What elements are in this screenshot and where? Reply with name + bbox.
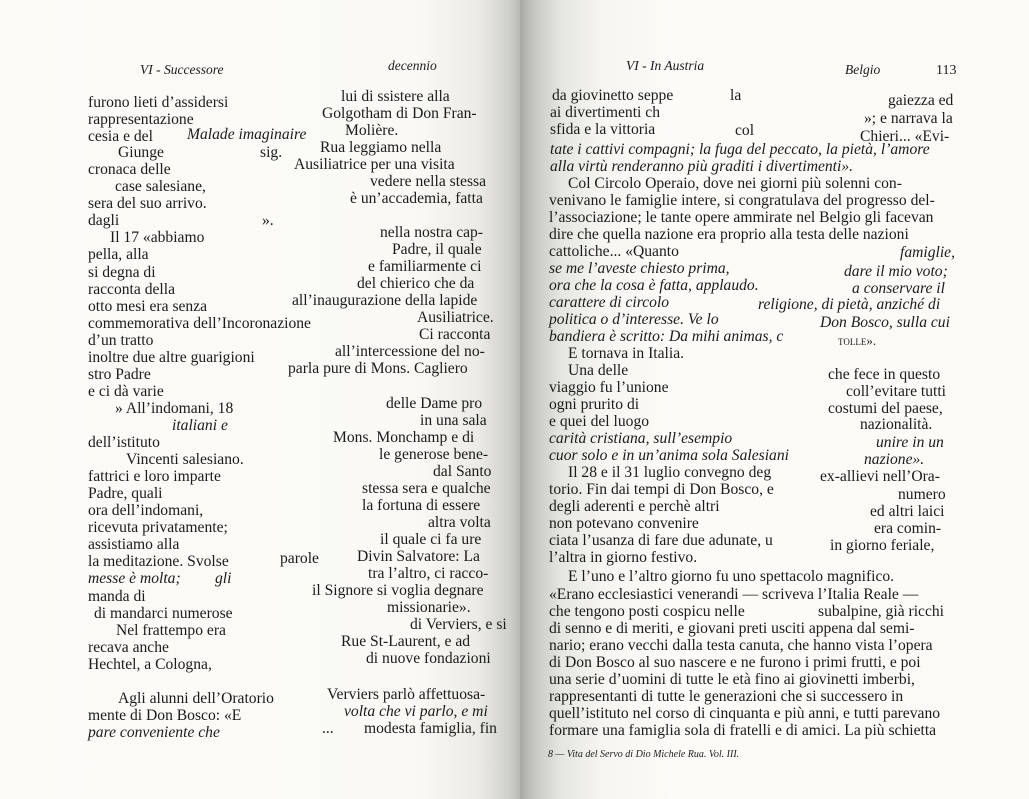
text-line: carattere di circolo xyxy=(549,294,670,311)
text-line: delle Dame pro xyxy=(386,395,483,412)
text-line: assistiamo alla xyxy=(88,536,180,553)
text-line: rappresentazione xyxy=(88,111,194,128)
text-line: d’un tratto xyxy=(88,332,154,349)
text-line: a conservare il xyxy=(852,280,945,297)
text-line: sera del suo arrivo. xyxy=(88,195,207,212)
text-line: numero xyxy=(898,486,946,503)
text-line: che tengono posti cospicu nelle xyxy=(549,603,745,620)
text-line: Divin Salvatore: La xyxy=(357,548,480,565)
text-line: furono lieti d’assidersi xyxy=(88,94,229,111)
text-fragment: Malade imaginaire xyxy=(187,126,307,143)
text-line: Padre, il quale xyxy=(392,241,482,258)
running-head-center: decennio xyxy=(388,58,437,73)
running-head-right: Belgio xyxy=(845,62,881,77)
text-line: tra l’altro, ci racco- xyxy=(368,565,489,582)
text-line: nella nostra cap- xyxy=(380,224,484,241)
text-line: religione, di pietà, anziché di xyxy=(758,296,941,313)
text-line: all’intercessione del no- xyxy=(335,343,485,360)
text-line: Ausiliatrice per una visita xyxy=(294,156,455,173)
text-line: nario; erano vecchi dalla testa canuta, che hanno vista l’opera xyxy=(549,637,933,654)
text-line: il Signore si voglia degnare xyxy=(312,582,484,599)
text-line: degli aderenti e perchè altri xyxy=(549,498,720,515)
text-line: ogni prurito di xyxy=(549,396,640,413)
text-line: di senno e di meriti, e giovani preti usciti appena dal semi- xyxy=(549,620,915,637)
text-fragment: sig. xyxy=(260,144,283,161)
text-line: recava anche xyxy=(88,639,169,656)
text-line: messe è molta; xyxy=(88,570,181,587)
text-line: Col Circolo Operaio, dove nei giorni più solenni con- xyxy=(568,175,902,192)
text-line: Ausiliatrice. xyxy=(417,309,494,326)
running-head-left: VI - Successore xyxy=(140,62,224,77)
text-line: stessa sera e qualche xyxy=(362,480,491,497)
text-line: dal Santo xyxy=(433,463,492,480)
page-number: 113 xyxy=(936,63,957,78)
text-line: in una sala xyxy=(420,412,487,429)
text-line: si degna di xyxy=(88,264,156,281)
text-line: gaiezza ed xyxy=(888,92,954,109)
text-line: le generose bene- xyxy=(379,446,489,463)
text-line: di Don Bosco al suo nascere e ne furono i primi frutti, e poi xyxy=(549,654,921,671)
text-line: e familiarmente ci xyxy=(368,258,482,275)
text-line: »; e narrava la xyxy=(864,110,953,127)
text-line: Il 17 «abbiamo xyxy=(110,229,205,246)
text-line: alla virtù renderanno più graditi i divertimenti». xyxy=(550,158,854,175)
text-line: da giovinetto seppe xyxy=(552,87,674,104)
text-line: Padre, quali xyxy=(88,485,163,502)
text-line: l’altra in giorno festivo. xyxy=(549,549,698,566)
text-fragment: ... xyxy=(322,720,334,737)
text-line: volta che vi parlo, e mi xyxy=(344,703,488,720)
text-line: di mandarci numerose xyxy=(94,605,233,622)
text-line: ricevuta privatamente; xyxy=(88,519,228,536)
text-line: tolle». xyxy=(838,333,877,348)
text-line: Chieri... «Evi- xyxy=(860,128,950,145)
text-line: è un’accademia, fatta xyxy=(350,190,483,207)
text-line: E l’uno e l’altro giorno fu uno spettacolo magnifico. xyxy=(568,568,895,585)
text-line: commemorativa dell’Incoronazione xyxy=(88,315,311,332)
text-line: E tornava in Italia. xyxy=(568,345,685,362)
text-line: cuor solo e in un’anima sola Salesiani xyxy=(549,447,789,464)
text-line: nazione». xyxy=(864,451,925,468)
text-line: famiglie, xyxy=(900,244,956,261)
text-line: Molière. xyxy=(345,122,399,139)
text-line: in giorno feriale, xyxy=(830,537,935,554)
text-line: vedere nella stessa xyxy=(370,173,487,190)
text-line: la xyxy=(730,87,742,104)
text-line: modesta famiglia, fin xyxy=(364,720,497,737)
text-line: era comin- xyxy=(874,520,942,537)
text-line: Agli alunni dell’Oratorio xyxy=(118,690,274,707)
text-line: italiani e xyxy=(172,417,228,434)
text-line: altra volta xyxy=(428,514,491,531)
text-line: Mons. Monchamp e di xyxy=(333,429,475,446)
text-line: che fece in questo xyxy=(828,366,941,383)
text-line: ed altri laici xyxy=(870,503,945,520)
text-line: la fortuna di essere xyxy=(362,497,481,514)
text-line: torio. Fin dai tempi di Don Bosco, e xyxy=(549,481,774,498)
text-line: unire in un xyxy=(876,434,944,451)
text-line: Vincenti salesiano. xyxy=(126,451,244,468)
text-line: coll’evitare tutti xyxy=(846,383,947,400)
text-line: Il 28 e il 31 luglio convegno deg xyxy=(568,464,772,481)
text-line: Verviers parlò affettuosa- xyxy=(327,686,486,703)
text-line: Rue St-Laurent, e ad xyxy=(341,633,471,650)
text-line: dell’istituto xyxy=(88,434,160,451)
text-line: pella, alla xyxy=(88,246,149,263)
text-line: nazionalità. xyxy=(860,416,933,433)
text-line: missionarie». xyxy=(387,599,471,616)
text-line: una serie d’uomini di tutte le età fino ai giovinetti imberbi, xyxy=(549,671,915,688)
text-line: e quei del luogo xyxy=(549,413,650,430)
text-line: fattrici e loro imparte xyxy=(88,468,221,485)
text-line: Nel frattempo era xyxy=(116,622,226,639)
text-fragment: gli xyxy=(215,570,232,587)
text-line: la meditazione. Svolse xyxy=(88,553,229,570)
text-line: il quale ci fa ure xyxy=(380,531,482,548)
text-line: ai divertimenti ch xyxy=(550,104,660,121)
text-line: ora dell’indomani, xyxy=(88,502,204,519)
text-line: Giunge xyxy=(118,144,164,161)
text-line: e ci dà varie xyxy=(88,383,164,400)
text-line: » All’indomani, 18 xyxy=(115,400,234,417)
text-line: dare il mio voto; xyxy=(844,263,948,280)
text-line: cesia e del xyxy=(88,128,153,145)
text-line: venivano le famiglie intere, si congratulava del progresso del- xyxy=(549,192,935,209)
text-line: costumi del paese, xyxy=(828,400,943,417)
text-line: Don Bosco, sulla cui xyxy=(820,314,950,331)
right-page xyxy=(520,0,1029,799)
text-fragment: parole xyxy=(280,550,319,567)
text-line: racconta della xyxy=(88,281,176,298)
text-line: ciata l’usanza di fare due adunate, u xyxy=(549,532,773,549)
text-line: tate i cattivi compagni; la fuga del peccato, la pietà, l’amore xyxy=(550,141,930,158)
text-line: non potevano convenire xyxy=(549,515,699,532)
text-line: ora che la cosa è fatta, applaudo. xyxy=(549,277,759,294)
footnote: 8 — Vita del Servo di Dio Michele Rua. Vol. III. xyxy=(548,749,740,760)
text-line: case salesiane, xyxy=(115,178,206,195)
text-line: subalpine, già ricchi xyxy=(818,603,945,620)
text-line: stro Padre xyxy=(88,366,151,383)
text-line: all’inaugurazione della lapide xyxy=(292,292,478,309)
text-line: dire che quella nazione era proprio alla testa delle nazioni xyxy=(549,226,909,243)
text-line: rappresentanti di tutte le generazioni che si successero in xyxy=(549,688,904,705)
text-line: carità cristiana, sull’esempio xyxy=(549,430,733,447)
text-line: politica o d’interesse. Ve lo xyxy=(549,311,719,328)
text-line: di Verviers, e si xyxy=(410,616,507,633)
text-line: cattoliche... «Quanto xyxy=(549,243,679,260)
text-line: formare una famiglia sola di fratelli e di amici. La più schietta xyxy=(549,722,937,739)
text-line: bandiera è scritto: Da mihi animas, c xyxy=(549,328,784,345)
text-line: lui di ssistere alla xyxy=(341,88,450,105)
text-line: col xyxy=(735,122,755,139)
text-line: parla pure di Mons. Cagliero xyxy=(288,360,468,377)
text-line: dagli xyxy=(88,212,120,229)
text-line: Golgotham di Don Fran- xyxy=(322,105,477,122)
text-line: pare conveniente che xyxy=(88,724,220,741)
running-head-center: VI - In Austria xyxy=(626,58,705,73)
text-line: ex-allievi nell’Ora- xyxy=(820,468,940,485)
text-line: otto mesi era senza xyxy=(88,298,208,315)
text-line: Hechtel, a Cologna, xyxy=(88,656,212,673)
text-line: di nuove fondazioni xyxy=(366,650,491,667)
text-line: inoltre due altre guarigioni xyxy=(88,349,255,366)
text-fragment: ». xyxy=(262,212,274,229)
text-line: Rua leggiamo nella xyxy=(320,139,442,156)
text-line: l’associazione; le tante opere ammirate nel Belgio gli facevan xyxy=(549,209,934,226)
text-line: Ci racconta xyxy=(419,326,491,343)
text-line: del chierico che da xyxy=(357,275,475,292)
text-line: Una delle xyxy=(568,362,629,379)
text-line: sfida e la vittoria xyxy=(550,121,656,138)
text-line: viaggio fu l’unione xyxy=(549,379,669,396)
text-line: cronaca delle xyxy=(88,161,171,178)
text-line: quell’istituto nel corso di cinquanta e più anni, e tutti parevano xyxy=(549,705,941,722)
text-line: se me l’aveste chiesto prima, xyxy=(549,260,730,277)
text-line: mente di Don Bosco: «E xyxy=(88,707,242,724)
text-line: manda di xyxy=(88,588,146,605)
text-line: «Erano ecclesiastici venerandi — scriveva l’Italia Reale — xyxy=(549,586,919,603)
